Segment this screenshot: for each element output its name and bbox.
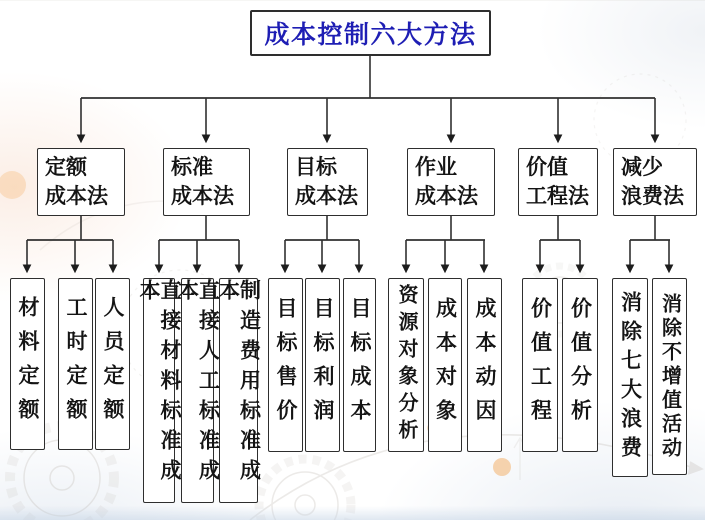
sub-box-value-engineering bbox=[522, 278, 558, 452]
sub-box-label: 人员定额 bbox=[101, 296, 124, 432]
sub-box-label: 材料定额 bbox=[16, 296, 39, 432]
method-label: 成本法 bbox=[415, 185, 478, 208]
method-box-quota-costing bbox=[37, 148, 125, 216]
sub-box-value-analysis bbox=[562, 278, 598, 452]
method-label: 成本法 bbox=[45, 185, 108, 208]
sub-box-label: 直接人工标准成本 bbox=[175, 279, 220, 489]
method-label: 目标 bbox=[295, 156, 337, 179]
bottom-tint-strip bbox=[0, 506, 705, 520]
sub-box-label: 目标成本 bbox=[348, 297, 371, 433]
method-box-target-costing bbox=[287, 148, 368, 216]
sub-box-label: 工时定额 bbox=[64, 296, 87, 432]
method-label: 工程法 bbox=[526, 185, 589, 208]
method-box-value-engineering bbox=[518, 148, 598, 216]
sub-box-direct-material-standard-cost bbox=[137, 278, 181, 503]
sub-box-label: 成本动因 bbox=[473, 297, 496, 433]
diagram-title-text: 成本控制六大方法 bbox=[264, 21, 477, 49]
sub-box-target-price bbox=[268, 278, 303, 452]
sub-box-label: 目标售价 bbox=[274, 297, 297, 433]
sub-box-label: 成本对象 bbox=[433, 297, 457, 433]
method-label: 浪费法 bbox=[621, 185, 684, 208]
sub-box-cost-object bbox=[428, 278, 462, 452]
method-box-standard-costing bbox=[163, 148, 250, 216]
sub-box-label: 资源对象分析 bbox=[395, 284, 417, 446]
method-box-waste-reduction bbox=[613, 148, 697, 216]
sub-box-cost-driver bbox=[467, 278, 502, 452]
sub-box-resource-object-analysis bbox=[388, 278, 424, 452]
sub-box-labor-hour-quota bbox=[58, 278, 93, 450]
method-label: 作业 bbox=[415, 156, 457, 179]
diagram-title bbox=[250, 10, 491, 56]
method-label: 定额 bbox=[45, 156, 87, 179]
sub-box-target-profit bbox=[305, 278, 340, 452]
method-label: 价值 bbox=[526, 156, 568, 179]
sub-box-label: 直接材料标准成本 bbox=[137, 279, 181, 489]
sub-box-label: 消除七大浪费 bbox=[618, 290, 642, 465]
method-label: 成本法 bbox=[171, 185, 234, 208]
sub-box-target-cost bbox=[343, 278, 376, 452]
sub-box-eliminate-seven-wastes bbox=[612, 278, 648, 477]
sub-box-material-quota bbox=[10, 278, 45, 450]
sub-box-personnel-quota bbox=[95, 278, 130, 450]
sub-box-label: 价值分析 bbox=[568, 297, 592, 433]
method-label: 减少 bbox=[621, 156, 663, 179]
method-label: 成本法 bbox=[295, 185, 358, 208]
method-label: 标准 bbox=[171, 156, 213, 179]
sub-box-label: 消除不增值活动 bbox=[658, 292, 681, 461]
sub-box-label: 目标利润 bbox=[311, 297, 334, 433]
method-box-activity-based-costing bbox=[407, 148, 495, 216]
sub-box-label: 价值工程 bbox=[528, 297, 552, 433]
sub-box-label: 制造费用标准成本 bbox=[216, 279, 261, 489]
sub-box-eliminate-non-value-activities bbox=[652, 278, 687, 475]
sub-box-manufacturing-overhead-standard-cost bbox=[216, 278, 261, 503]
sub-box-direct-labor-standard-cost bbox=[175, 278, 220, 503]
